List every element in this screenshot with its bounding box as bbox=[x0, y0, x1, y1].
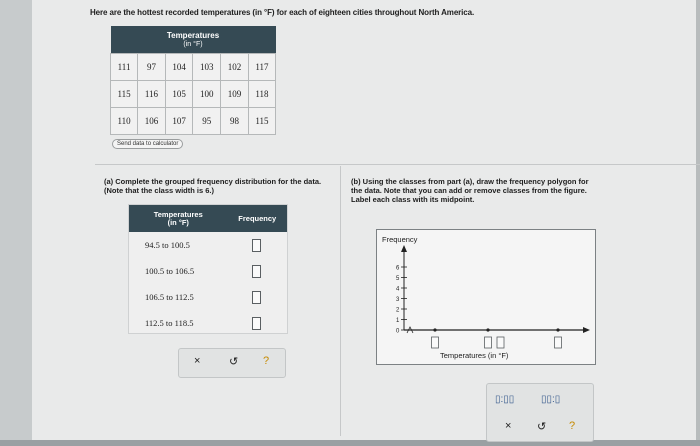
temperature-cell: 115 bbox=[111, 81, 138, 108]
frequency-input[interactable] bbox=[252, 265, 261, 278]
remove-class-tool[interactable]: ▯▯:▯ bbox=[541, 394, 561, 405]
table-row bbox=[111, 81, 276, 108]
part-a-action-bar bbox=[178, 348, 286, 378]
column-divider bbox=[340, 166, 341, 436]
y-tick-label: 2 bbox=[396, 307, 400, 314]
y-tick-label: 1 bbox=[396, 318, 400, 324]
undo-graph-button[interactable]: ↺ bbox=[537, 421, 547, 433]
frequency-column-header: Frequency bbox=[228, 205, 288, 232]
y-tick-label: 5 bbox=[396, 276, 400, 282]
temperature-cell: 111 bbox=[111, 54, 138, 81]
temperature-cell: 110 bbox=[111, 108, 138, 135]
section-divider bbox=[95, 164, 700, 165]
bottom-bar bbox=[0, 440, 700, 446]
temperature-column-header: Temperatures (in °F) bbox=[129, 205, 228, 232]
midpoint-input[interactable] bbox=[485, 337, 492, 348]
temperature-cell: 100 bbox=[193, 81, 221, 108]
undo-button[interactable]: ↺ bbox=[229, 356, 239, 368]
y-tick-label: 6 bbox=[396, 265, 400, 272]
table-row bbox=[129, 258, 287, 284]
table-row bbox=[111, 108, 276, 135]
midpoint-input[interactable] bbox=[432, 337, 439, 348]
frequency-polygon-graph[interactable] bbox=[377, 230, 595, 364]
y-axis-label: Frequency bbox=[382, 235, 418, 244]
help-button[interactable]: ? bbox=[263, 355, 270, 367]
temperature-cell: 102 bbox=[221, 54, 249, 81]
problem-statement: Here are the hottest recorded temperatures (in °F) for each of eighteen cities throughout North America. bbox=[90, 8, 475, 17]
frequency-input[interactable] bbox=[252, 291, 261, 304]
table-row bbox=[129, 310, 287, 336]
temperature-cell: 115 bbox=[248, 108, 275, 135]
temperature-cell: 107 bbox=[165, 108, 193, 135]
graph-tools-panel bbox=[486, 383, 594, 442]
y-tick-label: 4 bbox=[396, 286, 400, 293]
temperature-cell: 106 bbox=[138, 108, 166, 135]
part-b-instruction: (b) Using the classes from part (a), draw the frequency polygon for the data. Note that you can add or remove classes from the figure. Label each class with its midpoint. bbox=[351, 177, 589, 204]
midpoint-input[interactable] bbox=[555, 337, 562, 348]
table-row bbox=[129, 232, 287, 258]
frequency-input[interactable] bbox=[252, 239, 261, 252]
temperature-cell: 118 bbox=[248, 81, 275, 108]
frequency-cell bbox=[228, 232, 288, 258]
class-interval: 112.5 to 118.5 bbox=[145, 318, 194, 328]
left-margin bbox=[0, 0, 32, 446]
temperature-cell: 97 bbox=[138, 54, 166, 81]
y-tick-label: 3 bbox=[396, 297, 400, 303]
table-row bbox=[111, 54, 276, 81]
x-axis-label: Temperatures (in °F) bbox=[440, 351, 509, 360]
add-class-tool[interactable]: ▯:▯▯ bbox=[495, 394, 515, 405]
frequency-cell bbox=[228, 284, 288, 310]
temperature-cell: 104 bbox=[165, 54, 193, 81]
x-axis-point bbox=[433, 328, 436, 331]
temperature-cell: 98 bbox=[221, 108, 249, 135]
table-row bbox=[129, 284, 287, 310]
clear-button[interactable]: × bbox=[194, 355, 201, 367]
temperature-data-table bbox=[110, 26, 276, 135]
clear-graph-button[interactable]: × bbox=[505, 420, 512, 432]
frequency-input[interactable] bbox=[252, 317, 261, 330]
table-header: Temperatures (in °F) bbox=[111, 26, 276, 54]
frequency-table-panel bbox=[128, 204, 288, 334]
temperature-cell: 105 bbox=[165, 81, 193, 108]
frequency-cell bbox=[228, 258, 288, 284]
class-interval: 100.5 to 106.5 bbox=[145, 266, 195, 276]
frequency-cell bbox=[228, 310, 288, 336]
x-axis-arrow bbox=[583, 327, 590, 333]
send-data-button[interactable]: Send data to calculator bbox=[112, 139, 183, 149]
graph-canvas[interactable] bbox=[376, 229, 596, 365]
temperature-cell: 95 bbox=[193, 108, 221, 135]
class-interval: 94.5 to 100.5 bbox=[145, 240, 190, 250]
y-tick-label: 0 bbox=[396, 328, 400, 335]
midpoint-input[interactable] bbox=[497, 337, 504, 348]
help-graph-button[interactable]: ? bbox=[569, 420, 576, 432]
x-axis-point bbox=[486, 328, 489, 331]
temperature-cell: 117 bbox=[248, 54, 275, 81]
frequency-table bbox=[129, 205, 287, 336]
temperature-cell: 109 bbox=[221, 81, 249, 108]
part-a-instruction: (a) Complete the grouped frequency distribution for the data. (Note that the class width is 6.) bbox=[104, 177, 322, 195]
temperature-cell: 103 bbox=[193, 54, 221, 81]
class-interval: 106.5 to 112.5 bbox=[145, 292, 194, 302]
temperature-cell: 116 bbox=[138, 81, 166, 108]
x-axis-point bbox=[556, 328, 559, 331]
y-axis-arrow bbox=[401, 245, 407, 252]
